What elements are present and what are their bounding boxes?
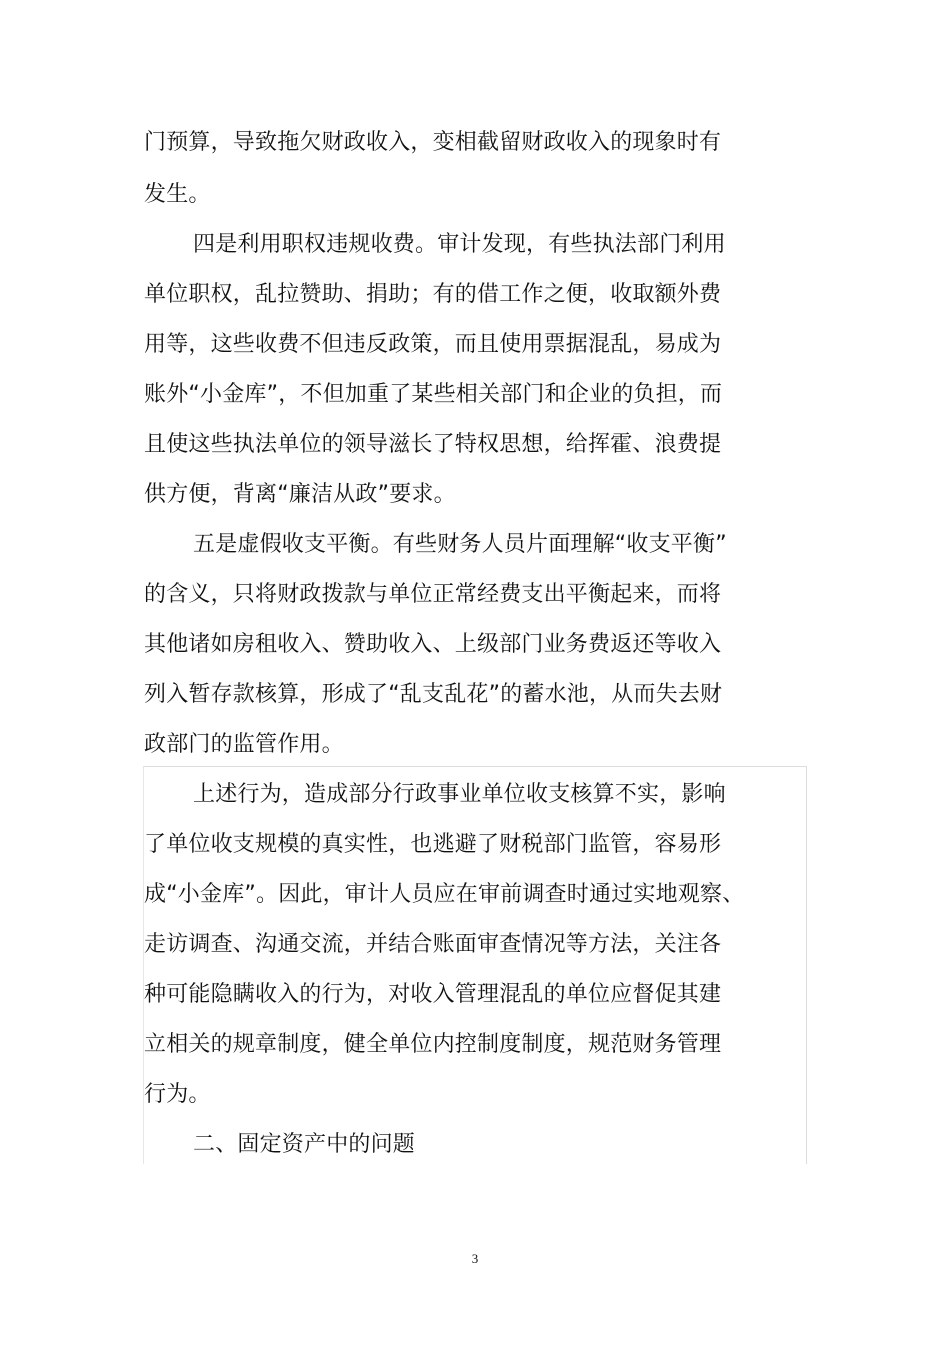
text-line: 门预算，导致拖欠财政收入，变相截留财政收入的现象时有 xyxy=(144,130,722,155)
text-line: 走访调查、沟通交流，并结合账面审查情况等方法，关注各 xyxy=(144,932,722,957)
text-line: 其他诸如房租收入、赞助收入、上级部门业务费返还等收入 xyxy=(144,632,722,657)
text-line: 用等，这些收费不但违反政策，而且使用票据混乱，易成为 xyxy=(144,332,722,357)
section-heading: 二、固定资产中的问题 xyxy=(193,1132,416,1157)
content-frame xyxy=(143,766,807,1164)
text-line: 发生。 xyxy=(144,182,211,207)
text-line: 四是利用职权违规收费。审计发现，有些执法部门利用 xyxy=(193,232,726,257)
text-line: 列入暂存款核算，形成了“乱支乱花”的蓄水池，从而失去财 xyxy=(144,682,723,707)
text-line: 单位职权，乱拉赞助、捐助；有的借工作之便，收取额外费 xyxy=(144,282,722,307)
text-line: 供方便，背离“廉洁从政”要求。 xyxy=(144,482,456,507)
text-line: 账外“小金库”，不但加重了某些相关部门和企业的负担，而 xyxy=(144,382,723,407)
text-line: 立相关的规章制度，健全单位内控制度制度，规范财务管理 xyxy=(144,1032,722,1057)
text-line: 上述行为，造成部分行政事业单位收支核算不实，影响 xyxy=(193,782,726,807)
text-line: 的含义，只将财政拨款与单位正常经费支出平衡起来，而将 xyxy=(144,582,722,607)
text-line: 行为。 xyxy=(144,1082,211,1107)
text-line: 种可能隐瞒收入的行为，对收入管理混乱的单位应督促其建 xyxy=(144,982,722,1007)
page-number: 3 xyxy=(471,1251,479,1266)
text-line: 且使这些执法单位的领导滋长了特权思想，给挥霍、浪费提 xyxy=(144,432,722,457)
text-line: 了单位收支规模的真实性，也逃避了财税部门监管，容易形 xyxy=(144,832,722,857)
text-line: 五是虚假收支平衡。有些财务人员片面理解“收支平衡” xyxy=(193,532,727,557)
text-line: 成“小金库”。因此，审计人员应在审前调查时通过实地观察、 xyxy=(144,882,745,907)
text-line: 政部门的监管作用。 xyxy=(144,732,344,757)
